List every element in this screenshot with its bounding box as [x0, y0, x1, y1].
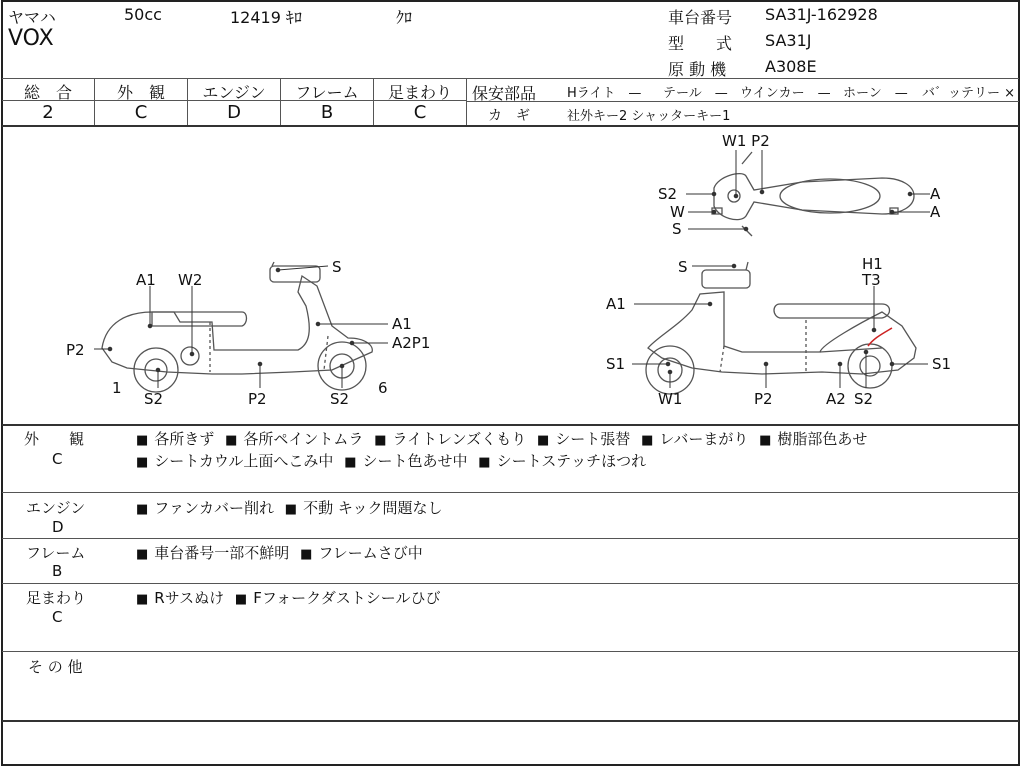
divider — [2, 583, 1019, 584]
remark-exterior-label: 外 観 — [24, 430, 85, 448]
suspension-label: 足まわり — [387, 83, 452, 102]
overall-score: 2 — [42, 102, 54, 123]
remark-engine-grade: D — [52, 518, 64, 536]
exterior-score: C — [134, 102, 148, 123]
displacement: 50cc — [124, 5, 162, 24]
diag-left-label: W2 — [178, 271, 203, 289]
diag-right-label: A1 — [606, 295, 626, 313]
divider — [466, 78, 467, 125]
remark-suspension-label: 足まわり — [26, 589, 87, 607]
remark-exterior-grade: C — [52, 450, 63, 468]
engine-label: 原 動 機 — [668, 60, 727, 79]
remark-exterior-line1: ■ 各所きず ■ 各所ペイントムラ ■ ライトレンズくもり ■ シート張替 ■ レバーまがり ■ 樹脂部色あせ — [136, 430, 868, 448]
key-value: 社外キー2 シャッターキー1 — [567, 109, 731, 124]
remark-exterior-line2: ■ シートカウル上面へこみ中 ■ シート色あせ中 ■ シートステッチほつれ — [136, 452, 647, 470]
frame-no-label: 車台番号 — [668, 8, 733, 27]
divider — [2, 720, 1019, 722]
exterior-label: 外 観 — [116, 83, 165, 102]
remark-frame-items: ■ 車台番号一部不鮮明 ■ フレームさび中 — [136, 544, 423, 562]
diag-right-label: A2 — [826, 390, 846, 408]
key-label: カ ギ — [488, 108, 530, 124]
divider — [2, 651, 1019, 652]
diag-right-label: S1 — [932, 355, 952, 373]
diag-left-label: 1 — [112, 379, 122, 397]
diag-top-label: W1 P2 — [722, 132, 770, 150]
type-value: SA31J — [765, 31, 812, 50]
remark-frame-label: フレーム — [26, 544, 86, 562]
divider — [466, 101, 1019, 102]
engine-score-label: エンジン — [202, 83, 266, 102]
mileage: 12419 ｷﾛ — [230, 8, 302, 27]
safety-headlight: Hライト — — [567, 86, 642, 101]
diag-left-label: S2 — [330, 390, 350, 408]
diag-top-label: A — [930, 203, 941, 221]
frame-no: SA31J-162928 — [765, 5, 878, 24]
remark-other-label: そ の 他 — [28, 658, 83, 676]
divider — [2, 424, 1019, 426]
diag-right-label: T3 — [862, 271, 881, 289]
maker: ヤマハ — [8, 8, 56, 27]
divider — [2, 78, 1019, 79]
diag-left-label: A2P1 — [392, 334, 431, 352]
color: ｸﾛ — [396, 8, 413, 27]
diag-left-label: 6 — [378, 379, 388, 397]
diag-left-label: S — [332, 258, 342, 276]
scooter-top-view — [712, 152, 914, 236]
remark-engine-label: エンジン — [26, 499, 86, 517]
diag-left-label: S2 — [144, 390, 164, 408]
divider — [2, 538, 1019, 539]
diag-right-label: P2 — [754, 390, 773, 408]
diag-left-label: P2 — [66, 341, 85, 359]
safety-horn: ホーン — — [843, 86, 908, 101]
damage-diagram — [2, 126, 1019, 424]
frame-score-label: フレーム — [295, 83, 359, 102]
diag-right-label: S1 — [606, 355, 626, 373]
diag-top-label: S — [672, 220, 682, 238]
remark-frame-grade: B — [52, 562, 63, 580]
type-label: 型 式 — [668, 34, 733, 53]
engine-score: D — [227, 102, 241, 123]
overall-label: 総 合 — [23, 83, 72, 102]
diag-right-label: S — [678, 258, 688, 276]
engine-value: A308E — [765, 57, 817, 76]
suspension-score: C — [413, 102, 427, 123]
frame-score: B — [320, 102, 334, 123]
safety-taillight: テール — — [663, 86, 728, 101]
diag-left-label: P2 — [248, 390, 267, 408]
diag-left-label: A1 — [136, 271, 156, 289]
damage-marker — [868, 328, 892, 346]
diag-top-label: S2 — [658, 185, 678, 203]
divider — [2, 492, 1019, 493]
remark-engine-items: ■ ファンカバー削れ ■ 不動 キック問題なし — [136, 499, 443, 517]
diag-right-label: H1 — [862, 255, 883, 273]
diag-right-label: S2 — [854, 390, 874, 408]
remark-suspension-grade: C — [52, 608, 63, 626]
safety-battery: バ゛ッテリー × — [922, 86, 1016, 101]
model-name: VOX — [8, 26, 54, 51]
diag-top-label: A — [930, 185, 941, 203]
diag-left-label: A1 — [392, 315, 412, 333]
diag-right-label: W1 — [658, 390, 683, 408]
safety-winker: ウインカー — — [740, 86, 831, 101]
remark-suspension-items: ■ Rサスぬけ ■ Fフォークダストシールひび — [136, 589, 441, 607]
diag-top-label: W — [670, 203, 685, 221]
safety-label: 保安部品 — [472, 84, 537, 103]
